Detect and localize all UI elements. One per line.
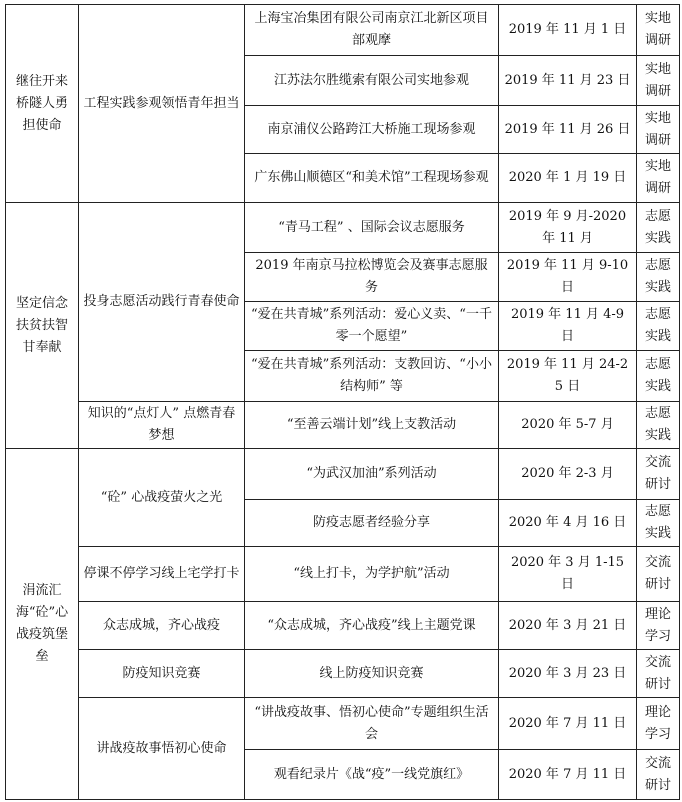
subsection-title: 停课不停学习线上宅学打卡 bbox=[79, 547, 245, 602]
activity-cell: 2019 年南京马拉松博览会及赛事志愿服务 bbox=[245, 253, 499, 302]
type-cell: 交流研讨 bbox=[637, 750, 680, 800]
date-cell: 2020 年 4 月 16 日 bbox=[499, 500, 637, 547]
subsection-title: “砼” 心战疫萤火之光 bbox=[79, 449, 245, 547]
date-cell: 2020 年 7 月 11 日 bbox=[499, 750, 637, 800]
subsection-title: 知识的“点灯人” 点燃青春梦想 bbox=[79, 402, 245, 449]
activity-cell: 防疫志愿者经验分享 bbox=[245, 500, 499, 547]
section-title: 继往开来桥隧人勇担使命 bbox=[6, 5, 79, 203]
subsection-title: 众志成城，齐心战疫 bbox=[79, 602, 245, 650]
type-cell: 交流研讨 bbox=[637, 650, 680, 698]
date-cell: 2020 年 3 月 21 日 bbox=[499, 602, 637, 650]
activity-cell: 广东佛山顺德区“和美术馆”工程现场参观 bbox=[245, 154, 499, 203]
activity-table bbox=[5, 4, 680, 800]
date-cell: 2019 年 11 月 9-10 日 bbox=[499, 253, 637, 302]
type-cell: 实地调研 bbox=[637, 106, 680, 154]
activity-cell: 线上防疫知识竞赛 bbox=[245, 650, 499, 698]
type-cell: 交流研讨 bbox=[637, 547, 680, 602]
date-cell: 2019 年 11 月 4-9 日 bbox=[499, 302, 637, 351]
date-cell: 2020 年 7 月 11 日 bbox=[499, 698, 637, 750]
date-cell: 2020 年 3 月 1-15 日 bbox=[499, 547, 637, 602]
activity-cell: “青马工程” 、国际会议志愿服务 bbox=[245, 203, 499, 253]
activity-cell: “爱在共青城”系列活动：支教回访、“小小结构师” 等 bbox=[245, 351, 499, 402]
date-cell: 2020 年 2-3 月 bbox=[499, 449, 637, 500]
table-row bbox=[6, 650, 680, 698]
section-title: 坚定信念扶贫扶智甘奉献 bbox=[6, 203, 79, 449]
date-cell: 2020 年 5-7 月 bbox=[499, 402, 637, 449]
subsection-title: 投身志愿活动践行青春使命 bbox=[79, 203, 245, 402]
type-cell: 实地调研 bbox=[637, 56, 680, 106]
date-cell: 2019 年 11 月 23 日 bbox=[499, 56, 637, 106]
table-row bbox=[6, 698, 680, 750]
type-cell: 交流研讨 bbox=[637, 449, 680, 500]
activity-cell: 南京浦仪公路跨江大桥施工现场参观 bbox=[245, 106, 499, 154]
activity-cell: 江苏法尔胜缆索有限公司实地参观 bbox=[245, 56, 499, 106]
table-row bbox=[6, 449, 680, 500]
type-cell: 理论学习 bbox=[637, 602, 680, 650]
subsection-title: 工程实践参观领悟青年担当 bbox=[79, 5, 245, 203]
date-cell: 2019 年 11 月 1 日 bbox=[499, 5, 637, 56]
type-cell: 实地调研 bbox=[637, 5, 680, 56]
activity-cell: 观看纪录片《战“疫”一线党旗红》 bbox=[245, 750, 499, 800]
date-cell: 2019 年 11 月 26 日 bbox=[499, 106, 637, 154]
activity-cell: “爱在共青城”系列活动：爱心义卖、“一千零一个愿望” bbox=[245, 302, 499, 351]
activity-cell: “为武汉加油”系列活动 bbox=[245, 449, 499, 500]
type-cell: 实地调研 bbox=[637, 154, 680, 203]
section-title: 涓流汇海“砼”心战疫筑堡垒 bbox=[6, 449, 79, 800]
table-row bbox=[6, 5, 680, 56]
table-row bbox=[6, 602, 680, 650]
type-cell: 志愿实践 bbox=[637, 500, 680, 547]
activity-cell: “讲战疫故事、悟初心使命”专题组织生活会 bbox=[245, 698, 499, 750]
type-cell: 理论学习 bbox=[637, 698, 680, 750]
type-cell: 志愿实践 bbox=[637, 402, 680, 449]
activity-cell: “众志成城，齐心战疫”线上主题党课 bbox=[245, 602, 499, 650]
type-cell: 志愿实践 bbox=[637, 302, 680, 351]
date-cell: 2019 年 9 月-2020 年 11 月 bbox=[499, 203, 637, 253]
table-row bbox=[6, 203, 680, 253]
date-cell: 2019 年 11 月 24-25 日 bbox=[499, 351, 637, 402]
activity-cell: “线上打卡，为学护航”活动 bbox=[245, 547, 499, 602]
type-cell: 志愿实践 bbox=[637, 253, 680, 302]
date-cell: 2020 年 3 月 23 日 bbox=[499, 650, 637, 698]
subsection-title: 防疫知识竞赛 bbox=[79, 650, 245, 698]
table-row bbox=[6, 547, 680, 602]
subsection-title: 讲战疫故事悟初心使命 bbox=[79, 698, 245, 800]
date-cell: 2020 年 1 月 19 日 bbox=[499, 154, 637, 203]
type-cell: 志愿实践 bbox=[637, 203, 680, 253]
type-cell: 志愿实践 bbox=[637, 351, 680, 402]
activity-cell: “至善云端计划”线上支教活动 bbox=[245, 402, 499, 449]
table-row bbox=[6, 402, 680, 449]
activity-cell: 上海宝冶集团有限公司南京江北新区项目部观摩 bbox=[245, 5, 499, 56]
